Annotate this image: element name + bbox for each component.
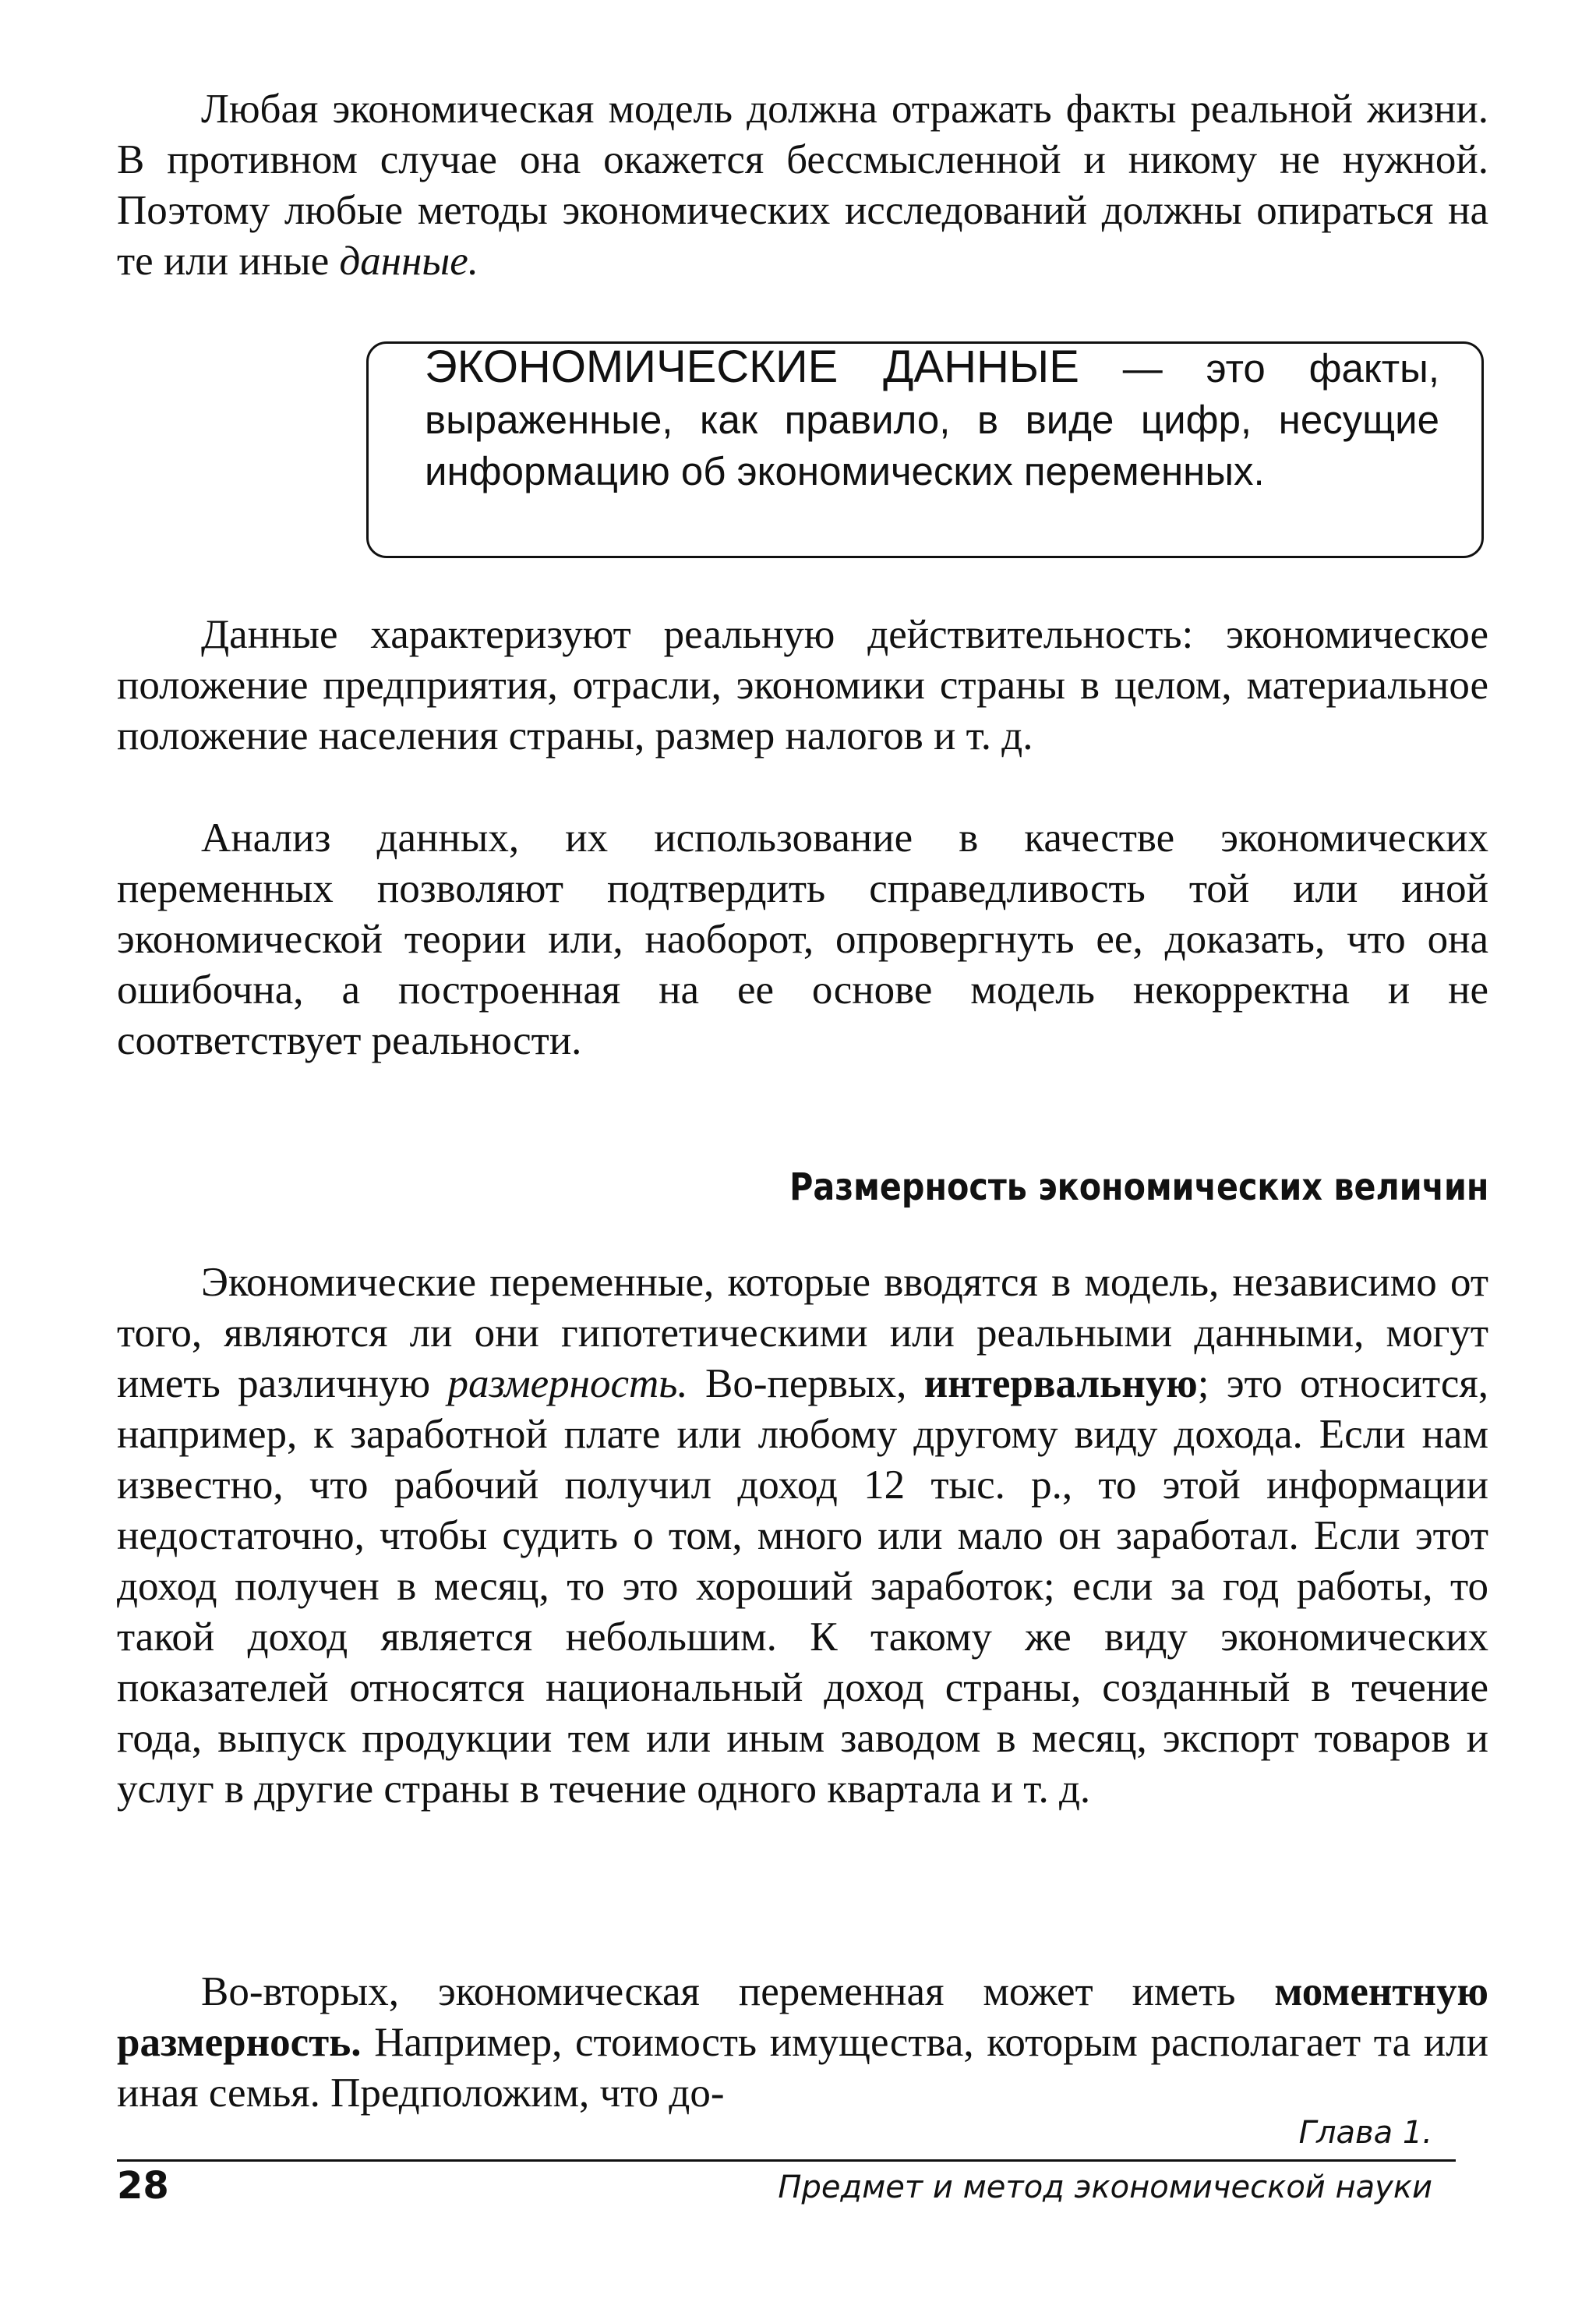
section-heading: Размерность экономических величин (789, 1165, 1488, 1209)
moment-paragraph (117, 1967, 1488, 2119)
intro-paragraph (117, 84, 1488, 287)
dimension-text-a: Экономические переменные, которые вводятся в модель, независимо от того, являются ли они гипотетическими или реальными данными, могут иметь различную (117, 1260, 1488, 1406)
dimension-paragraph (117, 1257, 1488, 1815)
moment-term: моментную размерность. (117, 1969, 1488, 2065)
analysis-paragraph-text: Анализ данных, их использование в качестве экономических переменных позволяют подтвердить справедливость той или иной экономической теории или, наоборот, опровергнуть ее, доказать, что она ошибочна, а построенная на ее основе модель некорректна и не соответствует реальности. (117, 815, 1488, 1063)
data-paragraph-text: Данные характеризуют реальную действительность: экономическое положение предприятия, отрасли, экономики страны в целом, материальное положение населения страны, размер налогов и т. д. (117, 612, 1488, 758)
intro-text: Любая экономическая модель должна отражать факты реальной жизни. В противном случае она окажется бессмысленной и никому не нужной. Поэтому любые методы экономических исследований должны опираться на те или иные (117, 87, 1488, 284)
moment-text-b: Например, стоимость имущества, которым располагает та или иная семья. Предположим, что до- (117, 2020, 1488, 2116)
moment-text-a: Во-вторых, экономическая переменная может иметь (201, 1969, 1275, 2014)
definition-body: — это факты, выраженные, как правило, в виде цифр, несущие информацию об экономических переменных. (425, 346, 1439, 493)
definition-text (425, 341, 1439, 497)
interval-term: интервальную (923, 1361, 1198, 1406)
footer-chapter: Глава 1. (1298, 2115, 1432, 2151)
dimension-emphasis: размерность. (447, 1361, 688, 1406)
dimension-text-b: Во-первых, (687, 1361, 924, 1406)
intro-emphasis: данные. (339, 239, 479, 284)
page-number: 28 (117, 2164, 169, 2208)
dimension-text-c: ; это относится, например, к заработной плате или любому другому виду дохода. Если нам известно, что рабочий получил доход 12 тыс. р., то этой информации недостаточно, чтобы судить о том, много или мало он заработал. Если этот доход получен в месяц, то это хороший заработок; если за год работы, то такой доход является небольшим. К такому же виду экономических показателей относятся национальный доход страны, созданный в течение года, выпуск продукции тем или иным заводом в месяц, экспорт товаров и услуг в другие страны в течение одного квартала и т. д. (117, 1361, 1488, 1812)
definition-term: ЭКОНОМИЧЕСКИЕ ДАННЫЕ (425, 341, 1079, 392)
footer-title: Предмет и метод экономической науки (778, 2169, 1432, 2205)
footer-rule (117, 2159, 1456, 2162)
data-paragraph (117, 610, 1488, 762)
analysis-paragraph (117, 813, 1488, 1066)
